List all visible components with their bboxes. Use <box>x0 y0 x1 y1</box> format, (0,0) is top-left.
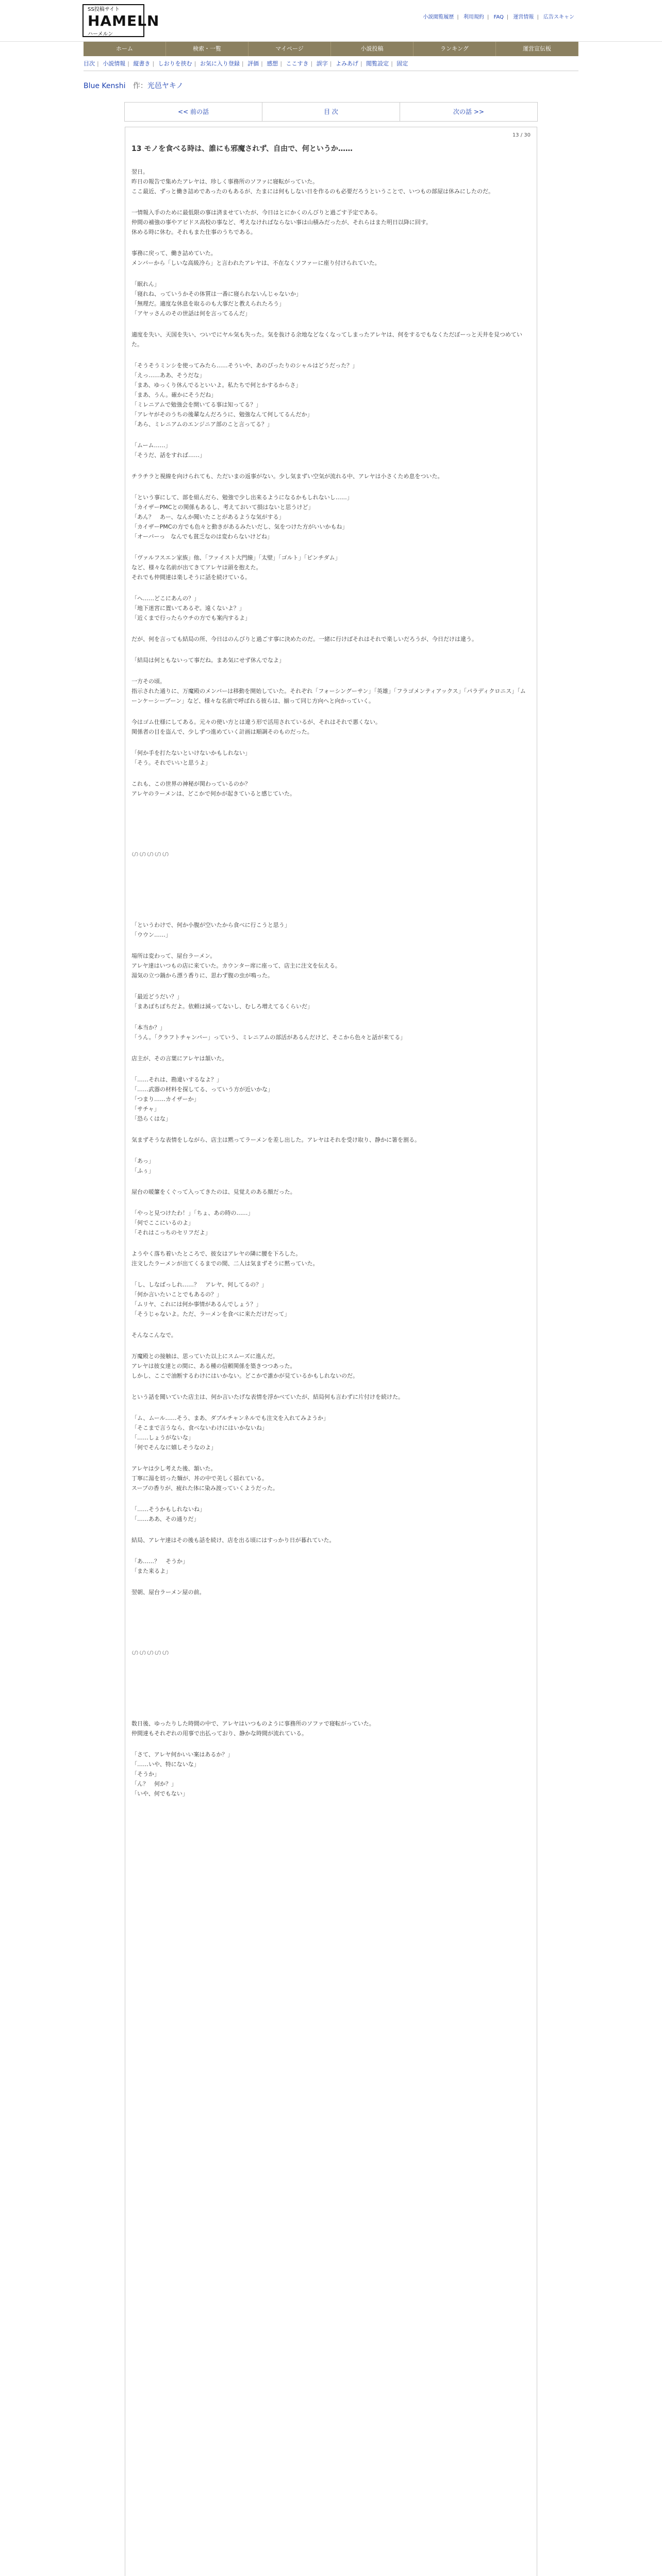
nav-mypage[interactable]: マイページ <box>249 42 331 56</box>
logo-tagline: SS投稿サイト <box>88 6 120 12</box>
nav-home[interactable]: ホーム <box>84 42 166 56</box>
toplink-ad-scan[interactable]: 広告スキャン <box>543 14 574 20</box>
paragraph: 場所は変わって、屋台ラーメン。 アレヤ達はいつもの店に来ていた。カウンター席に座って、店主に注文を伝える。 湯気の立つ鍋から漂う香りに、思わず腹の虫が鳴った。 <box>131 953 341 979</box>
paragraph: 翌朝、屋台ラーメン屋の前。 <box>131 1589 205 1596</box>
paragraph: 「という事にして、部を組んだら、勉強で少し出来るようになるかもしれないし……」 「カイザーPMCとの関係もあるし、考えておいて損はないと思うけど」 「あん？ あー、なんか聞いたことがあるような気がする」 「カイザーPMCの方でも色々と動きがあるみたいだし、気をつけた方がいいかもね」 「オーバーっ なんでも貧乏なのは変わらないけどね」 <box>131 494 353 540</box>
paragraph: 「眠れん」 「寝れね、っていうかその体質は一番に寝られないんじゃないか」 「無理だ。適度な休息を取るのも大事だと教えられたろう」 「アヤッさんのその世話は何を言ってるんだ」 <box>131 281 302 317</box>
paragraph: 翌日。 昨日の報告で集めたアレヤは、珍しく事務所のソファに寝転がっていた。 ここ最近、ずっと働き詰めであったのもあるが、たまには何もしない日を作るのも必要だろうということで、いつもの部屋は休みにしたのだ。 <box>131 168 494 195</box>
nav-submit[interactable]: 小説投稿 <box>331 42 413 56</box>
paragraph: 「……そうかもしれないね」 「……ああ、その通りだ」 <box>131 1506 205 1522</box>
work-title-bar <box>84 80 578 91</box>
paragraph: 「……それは、勘違いするなよ？」 「……武器の材料を探してる、っていう方が近いかな」 「つまり……カイザーか」 「サチャ」 「恐らくはな」 <box>131 1076 273 1122</box>
scene-divider: ഗഗഗഗഗ <box>131 850 170 858</box>
paragraph: 一方その頃。 指示された通りに、万魔殿のメンバーは移動を開始していた。それぞれ「フォーシングーサン」「英雄」「フラゴメンティアックス」「パラディクロニス」「ムーンケーシープーン」など、様々な名前で呼ばれる彼らは、揃って同じ方向へと向かっていく。 <box>131 678 526 704</box>
logo-sub: ハーメルン <box>88 31 113 37</box>
toc-link[interactable]: 目 次 <box>262 103 400 121</box>
subnav-typo[interactable]: 誤字 <box>316 60 328 67</box>
chapter-title: 13 モノを食べる時は、誰にも邪魔されず、自由で、何というか…… <box>131 145 353 153</box>
subnav-favorite[interactable]: お気に入り登録 <box>200 60 240 67</box>
chapter-number: 13 / 30 <box>512 132 531 138</box>
text-block-1 <box>131 167 531 799</box>
paragraph: 「ムーム……」 「そうだ、話をすれば……」 <box>131 442 205 459</box>
paragraph: 一情報入手のために最低限の事は済ませていたが、今日はとにかくのんびりと過ごす予定である。 仲間の補強の事やアビドス高校の事など、考えなければならない事は山積みだったが、それらはまた明日以降に回す。 休める時に休む。それもまた仕事のうちである。 <box>131 209 432 235</box>
paragraph: これも、この世界の神秘が関わっているのか？ アレヤのラーメンは、どこかで何かが起きていると感じていた。 <box>131 781 296 797</box>
paragraph: 「何か手を打たないといけないかもしれない」 「そう。それでいいと思うよ」 <box>131 750 251 766</box>
site-logo[interactable] <box>82 4 160 37</box>
subnav-fixed[interactable]: 固定 <box>396 60 408 67</box>
subnav-readaloud[interactable]: よみあげ <box>335 60 358 67</box>
main-nav <box>84 42 578 56</box>
top-links: 小説閲覧履歴 | 利用規約 | FAQ | 運営情報 | 広告スキャン <box>423 14 574 20</box>
paragraph: 数日後、ゆったりした時間の中で、アレヤはいつものように事務所のソファで寝転がっていた。 仲間達もそれぞれの用事で出払っており、静かな時間が流れている。 <box>131 1720 375 1737</box>
paragraph: 「本当か？」 「うん。「クラフトチャンバー」っていう、ミレニアムの部活があるんだけど、そこから色々と話が来てる」 <box>131 1024 406 1041</box>
toplink-history[interactable]: 小説閲覧履歴 <box>423 14 454 20</box>
paragraph: 「へ……どこにあんの？」 「地下迷宮に置いてあるぞ。遠くないよ？」 「近くまで行ったらウチの方でも案内するよ」 <box>131 595 251 621</box>
subnav-rate[interactable]: 評価 <box>247 60 259 67</box>
text-block-3 <box>131 1719 531 1799</box>
paragraph: 「し、しなばっしれ……？ アレヤ、何してるの？」 「何か言いたいことでもあるの？」 「ムリヤ、これには何か事情があるんでしょう？」 「そうじゃないよ。ただ、ラーメンを食べに来ただけだって」 <box>131 1281 290 1317</box>
paragraph: 「さて、アレヤ何かいい案はあるか？」 「……いや、特にないな」 「そうか」 「ん？ 何か？」 「いや、何でもない」 <box>131 1751 234 1797</box>
paragraph: 気まずそうな表情をしながら、店主は黙ってラーメンを差し出した。アレヤはそれを受け取り、静かに箸を割る。 <box>131 1137 421 1143</box>
paragraph: という話を聞いていた店主は、何か言いたげな表情を浮かべていたが、結局何も言わずに片付けを続けた。 <box>131 1394 404 1400</box>
paragraph: ようやく落ち着いたところで、彼女はアレヤの隣に腰を下ろした。 注文したラーメンが出てくるまでの間、二人は気まずそうに黙っていた。 <box>131 1250 319 1267</box>
subnav-toc[interactable]: 目次 <box>84 60 95 67</box>
paragraph: 「あ……？ そうか」 「また来るよ」 <box>131 1558 188 1574</box>
work-title[interactable]: Blue Kenshi <box>84 82 126 90</box>
paragraph: 「そうそうミンシを使ってみたら……そういや、あのぴったりのシャルはどうだった？」 「えっ……ああ、そうだな」 「まあ、ゆっくり休んでるといいよ。私たちで何とかするからさ」 「まあ、うん。確かにそうだね」 「ミレニアムで勉強会を開いてる事は知ってる？」 「アレヤがそのうちの後輩なんだろうに、勉強なんて何してるんだか」 「あら、ミレニアムのエンジニア部のこと言ってる？」 <box>131 362 358 428</box>
nav-ranking[interactable]: ランキング <box>413 42 496 56</box>
next-chapter-link[interactable]: 次の話 >> <box>453 108 484 115</box>
paragraph: 「ム、ムール……そう、まあ、ダブルチャンネルでも注文を入れてみようか」 「そこまで言うなら、食べないわけにはいかないね」 「……しょうがないな」 「何でそんなに嬉しそうなのよ」 <box>131 1415 329 1451</box>
paragraph: 「結局は何ともないって事だね。まあ気にせず休んでなよ」 <box>131 657 285 664</box>
subnav-vertical[interactable]: 縦書き <box>133 60 151 67</box>
subnav-settings[interactable]: 閲覧設定 <box>366 60 389 67</box>
nav-board[interactable]: 運営宣伝板 <box>496 42 578 56</box>
author-label: 作： <box>133 82 147 90</box>
paragraph: 結局、アレヤ達はその後も話を続け、店を出る頃にはすっかり日が暮れていた。 <box>131 1537 335 1544</box>
subnav-info[interactable]: 小説情報 <box>103 60 126 67</box>
nav-search[interactable]: 検索・一覧 <box>166 42 249 56</box>
paragraph: 今はゴム仕様にしてある。元々の使い方とは違う形で活用されているが、それはそれで悪くない。 関係者の目を盗んで、少しずつ進めていく計画は順調そのものだった。 <box>131 719 381 735</box>
chapter-body <box>125 127 537 2576</box>
paragraph: 「あっ」 「ふぅ」 <box>131 1158 154 1174</box>
paragraph: そんなこんなで。 <box>131 1332 177 1338</box>
toplink-terms[interactable]: 利用規約 <box>463 14 484 20</box>
scene-divider-2: ഗഗഗഗഗ <box>131 1649 170 1657</box>
paragraph: 屋台の暖簾をくぐって入ってきたのは、見覚えのある顔だった。 <box>131 1189 296 1195</box>
paragraph: チラチラと視線を向けられても、ただいまの返事がない。少し気まずい空気が流れる中、アレヤは小さくため息をついた。 <box>131 473 443 480</box>
toplink-faq[interactable]: FAQ <box>493 14 504 20</box>
subnav-review[interactable]: 感想 <box>267 60 278 67</box>
logo-main: HAMELN <box>88 12 160 29</box>
work-subnav: 目次 | 小説情報 | 縦書き | しおりを挟む | お気に入り登録 | 評価 | 感想 | ここすき | 誤字 | よみあげ | 閲覧設定 | 固定 <box>84 59 578 71</box>
subnav-bookmark[interactable]: しおりを挟む <box>158 60 192 67</box>
paragraph: 「やっと見つけたわ！」「ちょ、あの時の……」 「何でここにいるのよ」 「それはこっちのセリフだよ」 <box>131 1210 254 1236</box>
paragraph: 「ヴァルフスエン家族」他、「ファイスト大門線」「太壁」「ゴルト」「ピンチダム」 など、様々な名前が出てきてアレヤは頭を抱えた。 それでも仲間達は楽しそうに話を続けている。 <box>131 554 341 581</box>
prev-chapter-link[interactable]: << 前の話 <box>125 103 262 121</box>
paragraph: 事務に戻って、働き詰めていた。 メンバーから「しいな高級冷ら」と言われたアレヤは、不在なくソファーに座り付けられていた。 <box>131 250 380 266</box>
paragraph: 万魔殿との接触は、思っていた以上にスムーズに進んだ。 アレヤは彼女達との間に、ある種の信頼関係を築きつつあった。 しかし、ここで油断するわけにはいかない。どこかで誰かが見ているかもしれないのだ。 <box>131 1353 358 1379</box>
site-header <box>0 0 662 42</box>
author-name[interactable]: 光邑ヤキノ <box>147 82 184 90</box>
toplink-operation[interactable]: 運営情報 <box>513 14 534 20</box>
paragraph: だが、何を言っても結局の所、今日はのんびりと過ごす事に決めたのだ。一緒に行けばそれはそれで楽しいだろうが、今日だけは違う。 <box>131 636 477 642</box>
paragraph: 「最近どうだい？」 「まあぼちぼちだよ。依頼は減ってないし、むしろ増えてるくらいだ」 <box>131 993 313 1010</box>
paragraph: 店主が、その言葉にアレヤは頷いた。 <box>131 1055 228 1062</box>
text-block-2 <box>131 920 531 1597</box>
paragraph: アレヤは少し考えた後、頷いた。 丁寧に湯を切った麺が、丼の中で美しく揺れている。 スープの香りが、疲れた体に染み渡っていくようだった。 <box>131 1465 278 1492</box>
chapter-pager <box>124 102 538 122</box>
subnav-likes[interactable]: ここすき <box>286 60 309 67</box>
paragraph: 「というわけで、何か小腹が空いたから食べに行こうと思う」 「ウウン……」 <box>131 922 290 938</box>
paragraph: 適度を失い、天国を失い、ついでにヤル気も失った。気を抜ける余地などなくなってしまったアレヤは、何をするでもなくただぼーっと天井を見つめていた。 <box>131 331 522 348</box>
